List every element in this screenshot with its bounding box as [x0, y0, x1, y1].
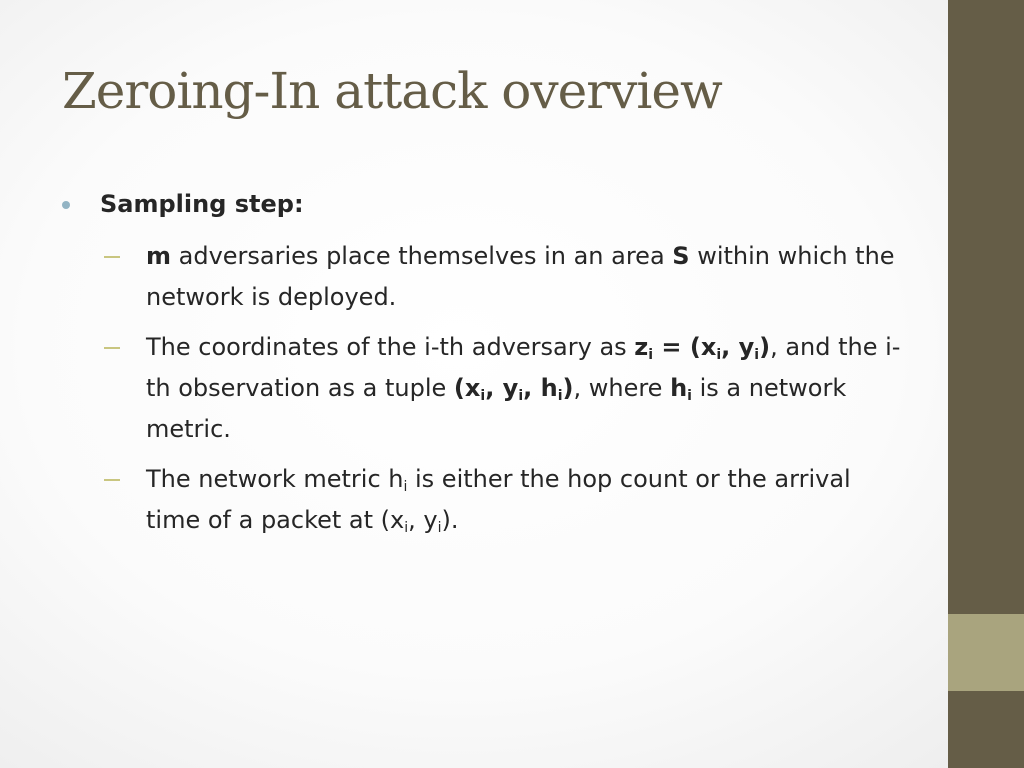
text-run: , h — [523, 374, 558, 402]
subscript-text: i — [648, 347, 654, 363]
subscript-text: i — [403, 479, 408, 495]
subscript-text: i — [687, 388, 692, 404]
dash-icon — [104, 347, 120, 349]
text-run: S — [672, 242, 690, 270]
text-run: is a network metric. — [146, 374, 847, 443]
text-run: is either the hop count or the arrival time of a packet at (x — [146, 465, 851, 534]
subscript-text: i — [754, 347, 760, 363]
text-run: (x — [453, 374, 481, 402]
text-run: , y — [721, 333, 755, 361]
text-run: The coordinates of the i-th adversary as — [146, 333, 635, 361]
subscript-text: i — [557, 388, 563, 404]
subscript-text: i — [518, 388, 524, 404]
text-run: z — [634, 333, 649, 361]
side-band-decoration — [948, 614, 1024, 691]
sub-bullet — [146, 327, 906, 450]
sub-bullet — [146, 236, 906, 318]
text-run: = (x — [653, 333, 717, 361]
dash-icon — [104, 479, 120, 481]
sub-bullet-list — [146, 236, 906, 550]
text-run: within which the network is deployed. — [146, 242, 895, 311]
text-run: m — [146, 242, 172, 270]
text-run: ). — [441, 506, 459, 534]
text-run: h — [670, 374, 688, 402]
text-run: ) — [562, 374, 574, 402]
text-run: The network metric h — [146, 465, 404, 493]
sub-bullet — [146, 459, 906, 541]
subscript-text: i — [437, 520, 442, 536]
subscript-text: i — [716, 347, 722, 363]
text-run: , y — [485, 374, 519, 402]
slide-title: Zeroing-In attack overview — [62, 62, 722, 120]
bullet-dot-icon — [62, 201, 70, 209]
subscript-text: i — [404, 520, 409, 536]
text-run: , and the i-th observation as a tuple — [146, 333, 901, 402]
subscript-text: i — [480, 388, 486, 404]
text-run: ) — [759, 333, 771, 361]
text-run: , y — [408, 506, 438, 534]
dash-icon — [104, 256, 120, 258]
bullet-sampling-step: Sampling step: — [100, 190, 304, 218]
text-run: adversaries place themselves in an area — [171, 242, 673, 270]
text-run: , where — [573, 374, 671, 402]
